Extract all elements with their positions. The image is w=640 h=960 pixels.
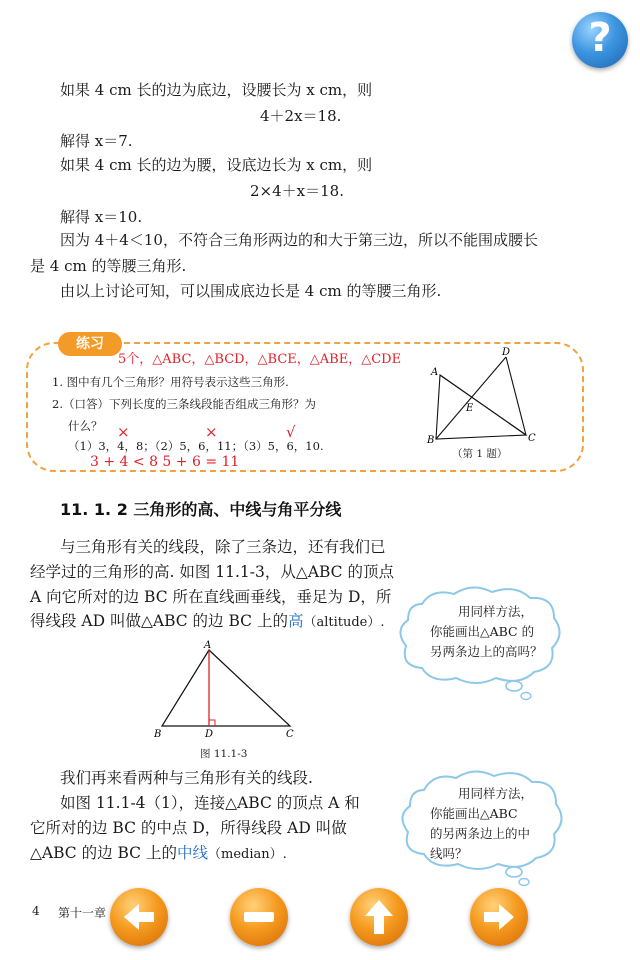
back-button[interactable] [110,888,168,946]
bubble2-line-4: 线吗？ [430,846,468,861]
term-altitude: 高 [287,612,304,630]
up-button[interactable] [350,888,408,946]
fig1-label-d: D [502,347,511,358]
exercise-tag: 练习 [58,332,122,356]
para1-line-2: 经学过的三角形的高. 如图 11.1-3，从△ABC 的顶点 [30,563,394,581]
para1-line-4c: （altitude）. [303,615,385,630]
handwritten-answer-1: 5个，△ABC，△BCD，△BCE，△ABE，△CDE [118,352,402,367]
question-icon: ? [588,15,612,61]
figure-11-1-3-caption: 图 11.1-3 [200,748,248,760]
para2-line-4a: △ABC 的边 BC 上的 [30,844,177,862]
text-line-6: 解得 x＝10. [60,208,143,226]
text-line-4: 如果 4 cm 长的边为腰，设底边长为 x cm，则 [60,156,373,174]
fig2-label-d: D [205,729,214,740]
section-heading: 11. 1. 2 三角形的高、中线与角平分线 [60,500,342,519]
fig2-label-c: C [286,729,294,740]
text-line-9: 由以上讨论可知，可以围成底边长是 4 cm 的等腰三角形. [60,282,442,300]
para1-line-3: A 向它所对的边 BC 所在直线画垂线，垂足为 D，所 [30,588,392,606]
bubble2-line-3: 的另两条边上的中 [430,826,531,841]
arrow-left-icon [110,888,168,946]
para2-line-3: 它所对的边 BC 的中点 D，所得线段 AD 叫做 [30,819,347,837]
minus-icon [230,888,288,946]
equation-1: 4＋2x＝18. [260,107,342,125]
fig1-label-b: B [427,435,435,445]
minus-button[interactable] [230,888,288,946]
para2-line-1: 我们再来看两种与三角形有关的线段. [60,769,313,787]
para2-line-2: 如图 11.1-4（1），连接△ABC 的顶点 A 和 [60,794,360,812]
mark-2: × [205,423,218,441]
mark-3: √ [286,423,296,441]
handwritten-answer-2: 3 + 4 < 8 5 + 6 = 11 [90,454,240,470]
term-median: 中线 [176,844,208,862]
text-line-8: 是 4 cm 的等腰三角形. [30,257,187,275]
exercise-q2-options: （1）3，4，8；（2）5，6，11；（3）5，6，10. [68,439,324,453]
figure-11-1-3 [150,638,300,740]
text-line-7: 因为 4＋4＜10，不符合三角形两边的和大于第三边，所以不能围成腰长 [60,231,538,249]
exercise-q2-cont: 什么？ [68,419,103,433]
fig2-label-b: B [154,729,162,740]
fig2-label-a: A [204,640,212,651]
para1-line-4 [30,610,385,634]
bubble2-line-1: 用同样方法， [458,786,534,801]
fig1-label-c: C [528,433,536,444]
arrow-up-icon [350,888,408,946]
help-button[interactable] [572,12,628,68]
fig1-label-a: A [431,367,439,378]
forward-button[interactable] [470,888,528,946]
text-line-3: 解得 x＝7. [60,132,133,150]
exercise-q2: 2.（口答）下列长度的三条线段能否组成三角形？为 [52,397,316,411]
page-number: 4 [32,904,40,918]
text-line-1: 如果 4 cm 长的边为底边，设腰长为 x cm，则 [60,81,373,99]
para1-line-1: 与三角形有关的线段，除了三条边，还有我们已 [60,538,386,556]
para1-line-4a: 得线段 AD 叫做△ABC 的边 BC 上的 [30,612,288,630]
equation-2: 2×4＋x＝18. [250,182,344,200]
bubble2-line-2: 你能画出△ABC [430,806,518,821]
para2-line-4c: （median）. [208,847,287,862]
bubble1-line-3: 另两条边上的高吗？ [430,644,543,659]
fig1-label-e: E [466,403,474,414]
bubble1-line-1: 用同样方法， [458,604,534,619]
exercise-q1: 1. 图中有几个三角形？用符号表示这些三角形. [52,375,289,389]
mark-1: × [117,423,130,441]
bubble1-line-2: 你能画出△ABC 的 [430,624,535,639]
arrow-right-icon [470,888,528,946]
exercise-figure [422,345,542,445]
para2-line-4 [30,842,287,866]
chapter-label: 第十一章 [58,906,107,920]
exercise-figure-caption: （第 1 题） [452,448,508,460]
